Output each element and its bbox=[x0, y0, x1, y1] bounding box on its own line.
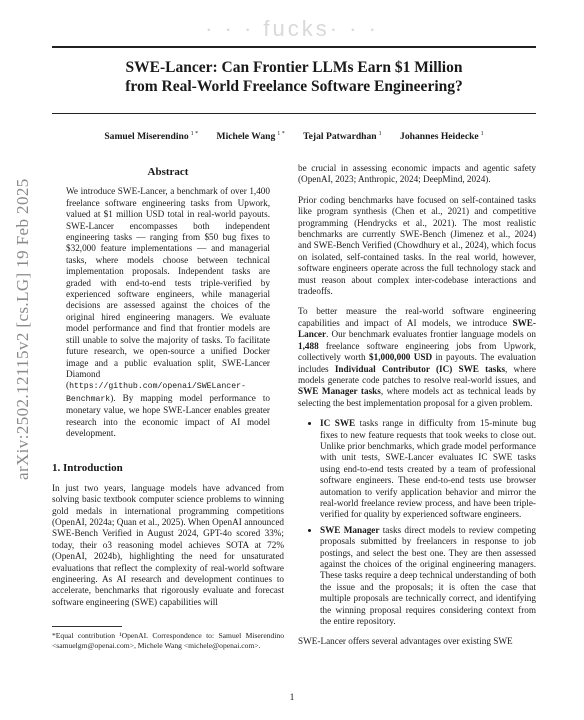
paragraph: To better measure the real-world software engineering capabilities and impact of AI models, we introduce SWE-Lancer. Our benchmark evaluates frontier language models on 1,488 freelance software engineering jobs from Upwork, collectively worth $1,000,000 USD in payouts. The evaluation includes Individual Contributor (IC) SWE tasks, where models generate code patches to resolve real-world issues, and SWE Manager tasks, where models act as technical leads by selecting the best implementation proposal for a given problem. bbox=[298, 306, 537, 408]
section-heading-introduction: 1. Introduction bbox=[52, 462, 123, 475]
page-number: 1 bbox=[289, 692, 295, 703]
intro-paragraph: In just two years, language models have advanced from solving basic textbook computer science problems to winning gold medals in international programming competitions (OpenAI, 2024a; Quan et al., 2025). When OpenAI announced SWE-Bench Verified in August 2024, GPT-4o scored 33%; today, their o3 reasoning model achieves SOTA at 72% (OpenAI, 2024b), highlighting the need for unsaturated evaluations that reflect the complexity of real-world software engineering. As AI research and development continues to accelerate, benchmarks that rigorously evaluate and forecast software engineering (SWE) capabilities will bbox=[52, 482, 284, 607]
title-rule-top bbox=[52, 46, 536, 48]
abstract-heading: Abstract bbox=[147, 166, 189, 178]
paragraph: SWE-Lancer offers several advantages over existing SWE bbox=[298, 636, 513, 647]
paragraph: Prior coding benchmarks have focused on self-contained tasks like program synthesis (Chen et al., 2021) and competitive programming (Hendrycks et al., 2021). The most realistic benchmarks are currently SWE-Bench (Jimenez et al., 2024) and SWE-Bench Verified (Chowdhury et al., 2024), which focus on isolated, self-contained tasks. In the real world, however, software engineers operate across the full technology stack and must reason about complex inter-codebase interactions and tradeoffs. bbox=[298, 194, 536, 297]
left-column bbox=[52, 163, 284, 650]
abstract-body: We introduce SWE-Lancer, a benchmark of over 1,400 freelance software engineering tasks from Upwork, valued at $1 million USD total in real-world payouts. SWE-Lancer encompasses both independent engineering tasks — ranging from $50 bug fixes to $32,000 feature implementations — and managerial tasks, where models choose between technical implementation proposals. Independent tasks are graded with end-to-end tests triple-verified by experienced software engineers, while managerial decisions are assessed against the choices of the original hired engineering managers. We evaluate model performance and find that frontier models are still unable to solve the majority of tasks. To facilitate future research, we open-source a unified Docker image and a public evaluation split, SWE-Lancer Diamond (https://github.com/openai/SWELancer-Benchmark). By mapping model performance to monetary value, we hope SWE-Lancer enables greater research into the economic impact of AI model development. bbox=[66, 186, 270, 438]
title-rule-bottom bbox=[52, 113, 536, 114]
author: Michele Wang $^{1 *}$ bbox=[216, 131, 285, 143]
paragraph: be crucial in assessing economic impacts and agentic safety (OpenAI, 2023; Anthropic, 2024; DeepMind, 2024). bbox=[298, 163, 536, 185]
footnote-rule bbox=[52, 626, 122, 627]
arxiv-stamp: arXiv:2502.12115v2 [cs.LG] 19 Feb 2025 bbox=[13, 178, 32, 480]
watermark: · · · fucks· · · bbox=[205, 16, 379, 41]
task-type-list bbox=[298, 418, 536, 627]
github-link[interactable]: https://github.com/openai/SWELancer-Benchmark bbox=[66, 382, 246, 404]
author: Johannes Heidecke $^1$ bbox=[400, 131, 484, 143]
right-column bbox=[298, 163, 536, 657]
title-line-1: SWE-Lancer: Can Frontier LLMs Earn $1 Million bbox=[125, 59, 463, 76]
paper-title bbox=[52, 58, 536, 96]
author: Samuel Miserendino $^{1 *}$ bbox=[104, 131, 199, 143]
footnote: *Equal contribution ¹OpenAI. Correspondence to: Samuel Miserendino <samuelgm@openai.com>, Michele Wang <michele@openai.com>. bbox=[52, 631, 284, 650]
author: Tejal Patwardhan $^1$ bbox=[303, 131, 382, 143]
author-list bbox=[52, 131, 536, 142]
list-item: • SWE Manager tasks direct models to review competing proposals submitted by freelancers in response to job postings, and select the best one. They are then assessed against the choices of the original engineering managers. These tasks require a deep technical understanding of both the issue and the proposals; it is often the case that multiple proposals are technically correct, and identifying the winning proposal requires considering context from the entire repository. bbox=[320, 525, 536, 628]
title-line-2: from Real-World Freelance Software Engineering? bbox=[125, 78, 463, 95]
list-item: • IC SWE tasks range in difficulty from 15-minute bug fixes to new feature requests that took weeks to close out. Unlike prior benchmarks, which grade model performance with unit tests, SWE-Lancer evaluates IC SWE tasks using end-to-end tests created by a team of professional software engineers. These end-to-end tests use browser automation to verify application behavior and mirror the real-world freelance review process, and have been triple-verified for quality by experienced software engineers. bbox=[320, 418, 536, 521]
